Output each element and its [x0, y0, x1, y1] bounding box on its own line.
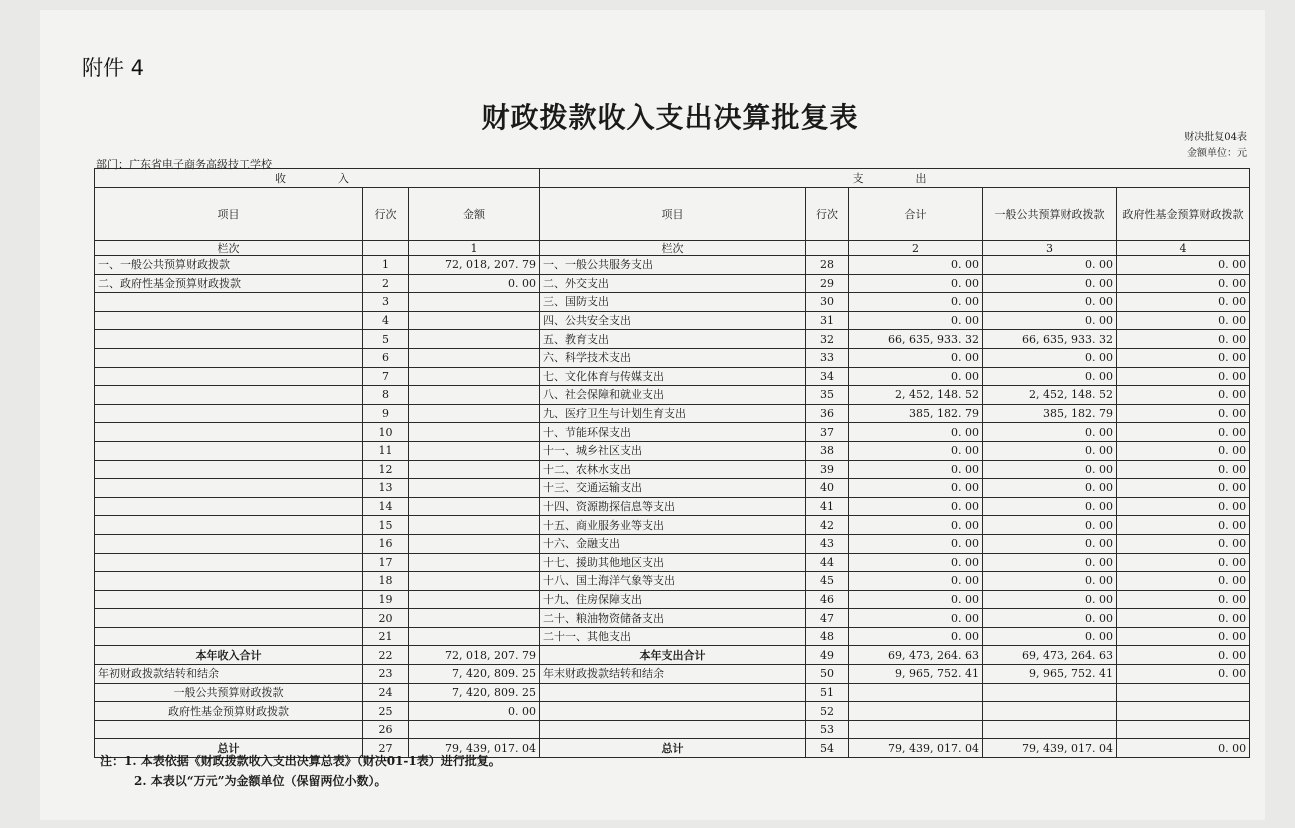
income-amount-cell: 0. 00	[409, 274, 540, 293]
income-rowno-cell: 21	[363, 627, 409, 646]
income-amount-cell	[409, 627, 540, 646]
table-row	[95, 702, 1250, 721]
expense-item-cell	[540, 720, 806, 739]
expense-general-cell: 0. 00	[983, 348, 1117, 367]
table-row	[95, 256, 1250, 275]
expense-item-cell: 十、节能环保支出	[540, 423, 806, 442]
expense-total-cell: 385, 182. 79	[849, 404, 983, 423]
expense-total-cell: 0. 00	[849, 572, 983, 591]
income-rowno-header: 行次	[363, 188, 409, 241]
expense-fund-cell: 0. 00	[1117, 256, 1250, 275]
income-rowno-cell: 13	[363, 479, 409, 498]
expense-fund-cell: 0. 00	[1117, 274, 1250, 293]
expense-general-cell: 0. 00	[983, 572, 1117, 591]
expense-item-cell: 十四、资源勘探信息等支出	[540, 497, 806, 516]
expense-rowno-cell: 46	[806, 590, 849, 609]
income-rowno-cell: 24	[363, 683, 409, 702]
table-row	[95, 330, 1250, 349]
table-row	[95, 534, 1250, 553]
expense-item-cell: 六、科学技术支出	[540, 348, 806, 367]
income-amount-cell	[409, 423, 540, 442]
expense-general-cell: 0. 00	[983, 274, 1117, 293]
income-rowno-cell: 2	[363, 274, 409, 293]
expense-fund-cell: 0. 00	[1117, 739, 1250, 758]
expense-total-cell: 0. 00	[849, 423, 983, 442]
expense-general-cell: 9, 965, 752. 41	[983, 665, 1117, 684]
form-code: 财决批复04表	[1184, 132, 1247, 143]
expense-fund-cell: 0. 00	[1117, 423, 1250, 442]
expense-total-cell: 69, 473, 264. 63	[849, 646, 983, 665]
expense-total-cell: 0. 00	[849, 256, 983, 275]
table-row	[95, 404, 1250, 423]
expense-fund-cell: 0. 00	[1117, 386, 1250, 405]
expense-rowno-cell: 42	[806, 516, 849, 535]
expense-rowno-cell: 34	[806, 367, 849, 386]
expense-total-cell: 0. 00	[849, 609, 983, 628]
expense-item-cell: 七、文化体育与传媒支出	[540, 367, 806, 386]
income-rowno-cell: 5	[363, 330, 409, 349]
expense-rowno-cell: 39	[806, 460, 849, 479]
expense-fund-cell: 0. 00	[1117, 367, 1250, 386]
expense-total-cell: 0. 00	[849, 311, 983, 330]
income-col1-label: 1	[409, 241, 540, 256]
lanci-row	[95, 241, 1250, 256]
table-row	[95, 572, 1250, 591]
expense-general-cell: 0. 00	[983, 311, 1117, 330]
income-item-cell	[95, 609, 363, 628]
expense-fund-cell: 0. 00	[1117, 293, 1250, 312]
table-row	[95, 497, 1250, 516]
income-item-cell	[95, 590, 363, 609]
expense-item-cell	[540, 683, 806, 702]
income-rowno-cell: 20	[363, 609, 409, 628]
income-amount-cell: 7, 420, 809. 25	[409, 683, 540, 702]
table-row	[95, 386, 1250, 405]
expense-total-cell: 0. 00	[849, 627, 983, 646]
table-row	[95, 479, 1250, 498]
expense-general-cell: 2, 452, 148. 52	[983, 386, 1117, 405]
income-item-cell	[95, 497, 363, 516]
income-amount-cell: 7, 420, 809. 25	[409, 665, 540, 684]
table-row	[95, 665, 1250, 684]
income-amount-cell	[409, 479, 540, 498]
expense-rowno-cell: 38	[806, 441, 849, 460]
expense-fund-cell: 0. 00	[1117, 311, 1250, 330]
expense-total-cell: 2, 452, 148. 52	[849, 386, 983, 405]
table-row	[95, 367, 1250, 386]
expense-item-cell: 十六、金融支出	[540, 534, 806, 553]
income-amount-cell: 72, 018, 207. 79	[409, 256, 540, 275]
income-item-cell: 一、一般公共预算财政拨款	[95, 256, 363, 275]
expense-col3-label: 3	[983, 241, 1117, 256]
expense-fund-cell: 0. 00	[1117, 441, 1250, 460]
expense-total-cell: 66, 635, 933. 32	[849, 330, 983, 349]
income-amount-cell	[409, 330, 540, 349]
income-amount-cell: 0. 00	[409, 702, 540, 721]
expense-rowno-cell: 53	[806, 720, 849, 739]
expense-item-cell: 五、教育支出	[540, 330, 806, 349]
income-rowno-cell: 10	[363, 423, 409, 442]
income-rowno-cell: 8	[363, 386, 409, 405]
income-amount-cell	[409, 609, 540, 628]
income-rowno-cell: 27	[363, 739, 409, 758]
expense-total-cell: 0. 00	[849, 516, 983, 535]
expense-general-cell: 0. 00	[983, 479, 1117, 498]
income-rowno-cell: 25	[363, 702, 409, 721]
expense-general-cell: 0. 00	[983, 460, 1117, 479]
expense-item-cell: 一、一般公共服务支出	[540, 256, 806, 275]
column-header-row	[95, 188, 1250, 241]
income-item-cell: 本年收入合计	[95, 646, 363, 665]
expense-rowno-cell: 52	[806, 702, 849, 721]
income-item-cell	[95, 293, 363, 312]
income-rowno-cell: 19	[363, 590, 409, 609]
expense-general-header: 一般公共预算财政拨款	[983, 188, 1117, 241]
table-row	[95, 553, 1250, 572]
expense-total-header: 合计	[849, 188, 983, 241]
expense-item-header: 项目	[540, 188, 806, 241]
expense-fund-cell: 0. 00	[1117, 646, 1250, 665]
expense-item-cell: 总计	[540, 739, 806, 758]
income-lanci-label: 栏次	[95, 241, 363, 256]
expense-rowno-cell: 37	[806, 423, 849, 442]
income-amount-header: 金额	[409, 188, 540, 241]
income-rowno-cell: 7	[363, 367, 409, 386]
expense-general-cell: 0. 00	[983, 590, 1117, 609]
expense-rowno-cell: 51	[806, 683, 849, 702]
income-rowno-cell: 14	[363, 497, 409, 516]
expense-total-cell: 79, 439, 017. 04	[849, 739, 983, 758]
expense-rowno-cell: 28	[806, 256, 849, 275]
income-amount-cell: 72, 018, 207. 79	[409, 646, 540, 665]
income-item-cell	[95, 460, 363, 479]
expense-total-cell: 0. 00	[849, 293, 983, 312]
expense-total-cell: 0. 00	[849, 441, 983, 460]
income-item-cell	[95, 720, 363, 739]
expense-general-cell	[983, 702, 1117, 721]
page-title: 财政拨款收入支出决算批复表	[481, 101, 859, 134]
income-amount-cell	[409, 386, 540, 405]
expense-rowno-header: 行次	[806, 188, 849, 241]
table-row	[95, 293, 1250, 312]
expense-total-cell: 9, 965, 752. 41	[849, 665, 983, 684]
expense-item-cell: 年末财政拨款结转和结余	[540, 665, 806, 684]
expense-general-cell: 385, 182. 79	[983, 404, 1117, 423]
income-amount-cell	[409, 460, 540, 479]
table-row	[95, 590, 1250, 609]
expense-general-cell: 0. 00	[983, 423, 1117, 442]
expense-total-cell: 0. 00	[849, 590, 983, 609]
table-row	[95, 274, 1250, 293]
income-rowno-cell: 12	[363, 460, 409, 479]
expense-rowno-cell: 43	[806, 534, 849, 553]
expense-rowno-cell: 49	[806, 646, 849, 665]
expense-general-cell	[983, 720, 1117, 739]
expense-general-cell: 79, 439, 017. 04	[983, 739, 1117, 758]
income-amount-cell	[409, 293, 540, 312]
income-rowno-cell: 17	[363, 553, 409, 572]
expense-rowno-cell: 48	[806, 627, 849, 646]
income-rowno-cell: 23	[363, 665, 409, 684]
expense-rowno-cell: 36	[806, 404, 849, 423]
expense-general-cell: 0. 00	[983, 534, 1117, 553]
expense-lanci-label: 栏次	[540, 241, 806, 256]
expense-header: 支 出	[540, 169, 1250, 188]
expense-lanci-blank	[806, 241, 849, 256]
expense-col4-label: 4	[1117, 241, 1250, 256]
expense-fund-cell: 0. 00	[1117, 534, 1250, 553]
expense-rowno-cell: 35	[806, 386, 849, 405]
expense-fund-cell: 0. 00	[1117, 330, 1250, 349]
expense-general-cell: 69, 473, 264. 63	[983, 646, 1117, 665]
expense-item-cell: 十五、商业服务业等支出	[540, 516, 806, 535]
expense-item-cell: 二、外交支出	[540, 274, 806, 293]
income-rowno-cell: 18	[363, 572, 409, 591]
income-item-cell	[95, 627, 363, 646]
income-item-cell: 一般公共预算财政拨款	[95, 683, 363, 702]
expense-total-cell: 0. 00	[849, 553, 983, 572]
table-row	[95, 348, 1250, 367]
expense-fund-cell: 0. 00	[1117, 404, 1250, 423]
income-rowno-cell: 3	[363, 293, 409, 312]
income-amount-cell	[409, 572, 540, 591]
expense-rowno-cell: 40	[806, 479, 849, 498]
expense-fund-cell: 0. 00	[1117, 516, 1250, 535]
income-item-cell	[95, 553, 363, 572]
income-item-cell	[95, 404, 363, 423]
income-rowno-cell: 4	[363, 311, 409, 330]
expense-item-cell: 十三、交通运输支出	[540, 479, 806, 498]
income-amount-cell	[409, 720, 540, 739]
table-row	[95, 311, 1250, 330]
expense-fund-cell	[1117, 702, 1250, 721]
expense-fund-cell: 0. 00	[1117, 627, 1250, 646]
income-item-cell	[95, 386, 363, 405]
expense-item-cell: 二十一、其他支出	[540, 627, 806, 646]
table-row	[95, 516, 1250, 535]
table-row	[95, 423, 1250, 442]
income-item-cell	[95, 330, 363, 349]
expense-fund-cell: 0. 00	[1117, 572, 1250, 591]
expense-rowno-cell: 29	[806, 274, 849, 293]
expense-general-cell: 0. 00	[983, 441, 1117, 460]
expense-total-cell	[849, 702, 983, 721]
expense-fund-cell: 0. 00	[1117, 590, 1250, 609]
income-amount-cell	[409, 404, 540, 423]
expense-fund-cell: 0. 00	[1117, 479, 1250, 498]
income-item-cell	[95, 367, 363, 386]
income-rowno-cell: 15	[363, 516, 409, 535]
footnote-1: 注：1. 本表依据《财政拨款收入支出决算总表》（财决01-1表）进行批复。	[100, 754, 501, 768]
expense-rowno-cell: 41	[806, 497, 849, 516]
expense-fund-cell: 0. 00	[1117, 348, 1250, 367]
income-amount-cell: 79, 439, 017. 04	[409, 739, 540, 758]
income-rowno-cell: 11	[363, 441, 409, 460]
expense-col2-label: 2	[849, 241, 983, 256]
income-item-cell: 年初财政拨款结转和结余	[95, 665, 363, 684]
table-row	[95, 627, 1250, 646]
income-amount-cell	[409, 590, 540, 609]
expense-total-cell: 0. 00	[849, 460, 983, 479]
expense-general-cell	[983, 683, 1117, 702]
expense-item-cell: 本年支出合计	[540, 646, 806, 665]
expense-item-cell: 十九、住房保障支出	[540, 590, 806, 609]
income-amount-cell	[409, 516, 540, 535]
expense-item-cell: 十二、农林水支出	[540, 460, 806, 479]
expense-fund-cell: 0. 00	[1117, 553, 1250, 572]
income-item-cell	[95, 441, 363, 460]
expense-total-cell: 0. 00	[849, 534, 983, 553]
expense-fund-cell: 0. 00	[1117, 609, 1250, 628]
expense-rowno-cell: 31	[806, 311, 849, 330]
expense-total-cell: 0. 00	[849, 479, 983, 498]
income-rowno-cell: 26	[363, 720, 409, 739]
expense-general-cell: 0. 00	[983, 516, 1117, 535]
income-amount-cell	[409, 367, 540, 386]
expense-general-cell: 0. 00	[983, 256, 1117, 275]
expense-general-cell: 66, 635, 933. 32	[983, 330, 1117, 349]
income-rowno-cell: 1	[363, 256, 409, 275]
expense-item-cell: 八、社会保障和就业支出	[540, 386, 806, 405]
income-item-cell: 总计	[95, 739, 363, 758]
income-header: 收 入	[95, 169, 540, 188]
expense-rowno-cell: 47	[806, 609, 849, 628]
expense-total-cell: 0. 00	[849, 497, 983, 516]
section-header-row	[95, 169, 1250, 188]
table-row	[95, 460, 1250, 479]
expense-item-cell	[540, 702, 806, 721]
expense-general-cell: 0. 00	[983, 497, 1117, 516]
expense-general-cell: 0. 00	[983, 367, 1117, 386]
income-item-cell: 二、政府性基金预算财政拨款	[95, 274, 363, 293]
income-rowno-cell: 16	[363, 534, 409, 553]
income-rowno-cell: 22	[363, 646, 409, 665]
income-item-header: 项目	[95, 188, 363, 241]
income-item-cell	[95, 311, 363, 330]
expense-general-cell: 0. 00	[983, 293, 1117, 312]
expense-item-cell: 十一、城乡社区支出	[540, 441, 806, 460]
expense-fund-header: 政府性基金预算财政拨款	[1117, 188, 1250, 241]
expense-total-cell: 0. 00	[849, 274, 983, 293]
income-amount-cell	[409, 497, 540, 516]
expense-fund-cell	[1117, 683, 1250, 702]
table-row	[95, 609, 1250, 628]
expense-item-cell: 九、医疗卫生与计划生育支出	[540, 404, 806, 423]
income-item-cell	[95, 423, 363, 442]
income-item-cell: 政府性基金预算财政拨款	[95, 702, 363, 721]
expense-total-cell	[849, 683, 983, 702]
table-row	[95, 720, 1250, 739]
table-row	[95, 683, 1250, 702]
expense-total-cell	[849, 720, 983, 739]
attachment-label: 附件 4	[82, 56, 145, 80]
expense-rowno-cell: 32	[806, 330, 849, 349]
footnote-2: 2. 本表以“万元”为金额单位（保留两位小数）。	[134, 774, 387, 788]
income-item-cell	[95, 348, 363, 367]
expense-item-cell: 十八、国土海洋气象等支出	[540, 572, 806, 591]
expense-fund-cell	[1117, 720, 1250, 739]
table-row	[95, 646, 1250, 665]
expense-total-cell: 0. 00	[849, 348, 983, 367]
expense-rowno-cell: 30	[806, 293, 849, 312]
expense-fund-cell: 0. 00	[1117, 497, 1250, 516]
income-amount-cell	[409, 441, 540, 460]
income-item-cell	[95, 534, 363, 553]
income-item-cell	[95, 479, 363, 498]
expense-total-cell: 0. 00	[849, 367, 983, 386]
income-rowno-cell: 9	[363, 404, 409, 423]
expense-rowno-cell: 45	[806, 572, 849, 591]
expense-rowno-cell: 54	[806, 739, 849, 758]
expense-fund-cell: 0. 00	[1117, 665, 1250, 684]
expense-rowno-cell: 44	[806, 553, 849, 572]
expense-item-cell: 十七、援助其他地区支出	[540, 553, 806, 572]
expense-general-cell: 0. 00	[983, 627, 1117, 646]
expense-item-cell: 四、公共安全支出	[540, 311, 806, 330]
income-amount-cell	[409, 553, 540, 572]
income-item-cell	[95, 572, 363, 591]
expense-rowno-cell: 33	[806, 348, 849, 367]
expense-rowno-cell: 50	[806, 665, 849, 684]
income-item-cell	[95, 516, 363, 535]
income-amount-cell	[409, 348, 540, 367]
footnotes	[100, 752, 501, 792]
expense-item-cell: 三、国防支出	[540, 293, 806, 312]
expense-item-cell: 二十、粮油物资储备支出	[540, 609, 806, 628]
income-rowno-cell: 6	[363, 348, 409, 367]
expense-general-cell: 0. 00	[983, 609, 1117, 628]
expense-general-cell: 0. 00	[983, 553, 1117, 572]
expense-fund-cell: 0. 00	[1117, 460, 1250, 479]
unit-label: 金额单位：元	[1187, 148, 1247, 159]
table-row	[95, 441, 1250, 460]
income-amount-cell	[409, 534, 540, 553]
income-lanci-blank	[363, 241, 409, 256]
income-amount-cell	[409, 311, 540, 330]
budget-table	[94, 168, 1250, 758]
department-label: 部门：广东省电子商务高级技工学校	[96, 158, 272, 171]
